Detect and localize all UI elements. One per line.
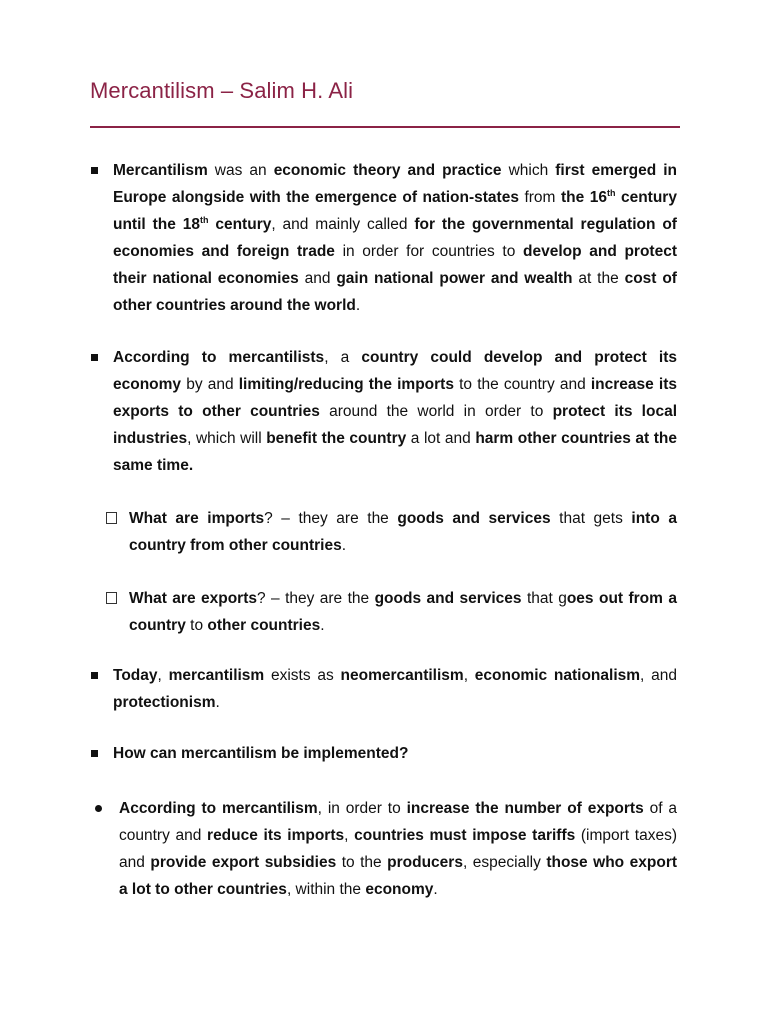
bold-text-run: neomercantilism [340,667,464,684]
text-run: at the [572,270,625,287]
text-run: of a country and [119,800,677,844]
bold-text-run: protect its local industries [113,403,677,447]
bold-text-run: How can mercantilism be implemented? [113,745,409,762]
paragraph-what-are-exports [129,585,677,639]
bold-text-run: country could develop and protect its economy [113,349,677,393]
text-run: , and mainly called [271,216,415,233]
bold-text-run: oes out from a country [129,590,677,634]
text-run: a lot and [406,430,476,447]
bold-text-run: th [199,215,209,225]
text-run: to the country and [453,376,591,393]
text-run: , within the [286,881,366,898]
text-run: , [157,667,169,684]
bold-text-run: countries must impose tariffs [354,827,576,844]
bold-text-run: goods and services [397,510,551,527]
text-run: and [298,270,337,287]
round-bullet-icon [95,805,102,812]
text-run: . [341,537,347,554]
bold-text-run: the 16 [560,189,607,206]
text-run: . [355,297,361,314]
bold-text-run: century [208,216,272,233]
bold-text-run: other countries [207,617,321,634]
square-bullet-icon [91,750,98,757]
bold-text-run: into a country from other countries [129,510,677,554]
text-run: , [463,667,475,684]
text-run: . [215,694,220,711]
text-run: from [518,189,561,206]
bold-text-run: reduce its imports [207,827,345,844]
text-run: , and [640,667,677,684]
text-run: in order for countries to [334,243,524,260]
bold-text-run: first emerged in Europe alongside with the emergence of nation-states [113,162,677,206]
text-run: to the [336,854,388,871]
bold-text-run: provide export subsidies [150,854,337,871]
bold-text-run: harm other countries at the same time. [113,430,677,474]
text-run: was an [207,162,274,179]
text-run: that g [521,590,567,607]
paragraph-today-mercantilism [113,662,677,716]
checkbox-bullet-icon [106,512,117,524]
text-run: , a [324,349,362,366]
bold-text-run: What are imports [129,510,265,527]
bold-text-run: develop and protect their national economies [113,243,677,287]
text-run: . [433,881,438,898]
title-divider [90,126,680,128]
checkbox-bullet-icon [106,592,117,604]
text-run: , [344,827,355,844]
bold-text-run: th [606,188,616,198]
bold-text-run: What are exports [129,590,257,607]
paragraph-mercantilism-definition [113,157,677,319]
text-run: , especially [462,854,547,871]
bold-text-run: Today [113,667,158,684]
text-run: which [501,162,556,179]
paragraph-according-to-mercantilists [113,344,677,479]
bold-text-run: goods and services [374,590,522,607]
bold-text-run: Mercantilism [113,162,208,179]
text-run: , which will [187,430,267,447]
text-run: (import taxes) and [119,827,677,871]
paragraph-tariffs-and-subsidies [119,795,677,903]
bold-text-run: According to mercantilists [113,349,325,366]
bold-text-run: benefit the country [266,430,407,447]
bold-text-run: economic theory and practice [273,162,502,179]
bold-text-run: century until the 18 [113,189,677,233]
text-run: around the world in order to [319,403,553,420]
paragraph-how-implemented [113,740,677,767]
square-bullet-icon [91,354,98,361]
square-bullet-icon [91,167,98,174]
text-run: to [185,617,208,634]
bold-text-run: limiting/reducing the imports [238,376,454,393]
bold-text-run: increase its exports to other countries [113,376,677,420]
text-run: exists as [264,667,341,684]
bold-text-run: mercantilism [168,667,265,684]
text-run: by and [181,376,239,393]
bold-text-run: gain national power and wealth [336,270,573,287]
bold-text-run: economic nationalism [474,667,641,684]
text-run: ? – they are the [256,590,375,607]
text-run: , in order to [317,800,407,817]
bold-text-run: protectionism [113,694,216,711]
text-run: ? – they are the [264,510,398,527]
bold-text-run: for the governmental regulation of economies and foreign trade [113,216,677,260]
bold-text-run: those who export a lot to other countries [119,854,678,898]
document-title: Mercantilism – Salim H. Ali [90,78,354,103]
square-bullet-icon [91,672,98,679]
bold-text-run: According to mercantilism [119,800,318,817]
text-run: that gets [550,510,632,527]
bold-text-run: economy [365,881,434,898]
paragraph-what-are-imports [129,505,677,559]
bold-text-run: producers [387,854,463,871]
text-run: . [320,617,325,634]
bold-text-run: cost of other countries around the world [113,270,677,314]
bold-text-run: increase the number of exports [406,800,644,817]
